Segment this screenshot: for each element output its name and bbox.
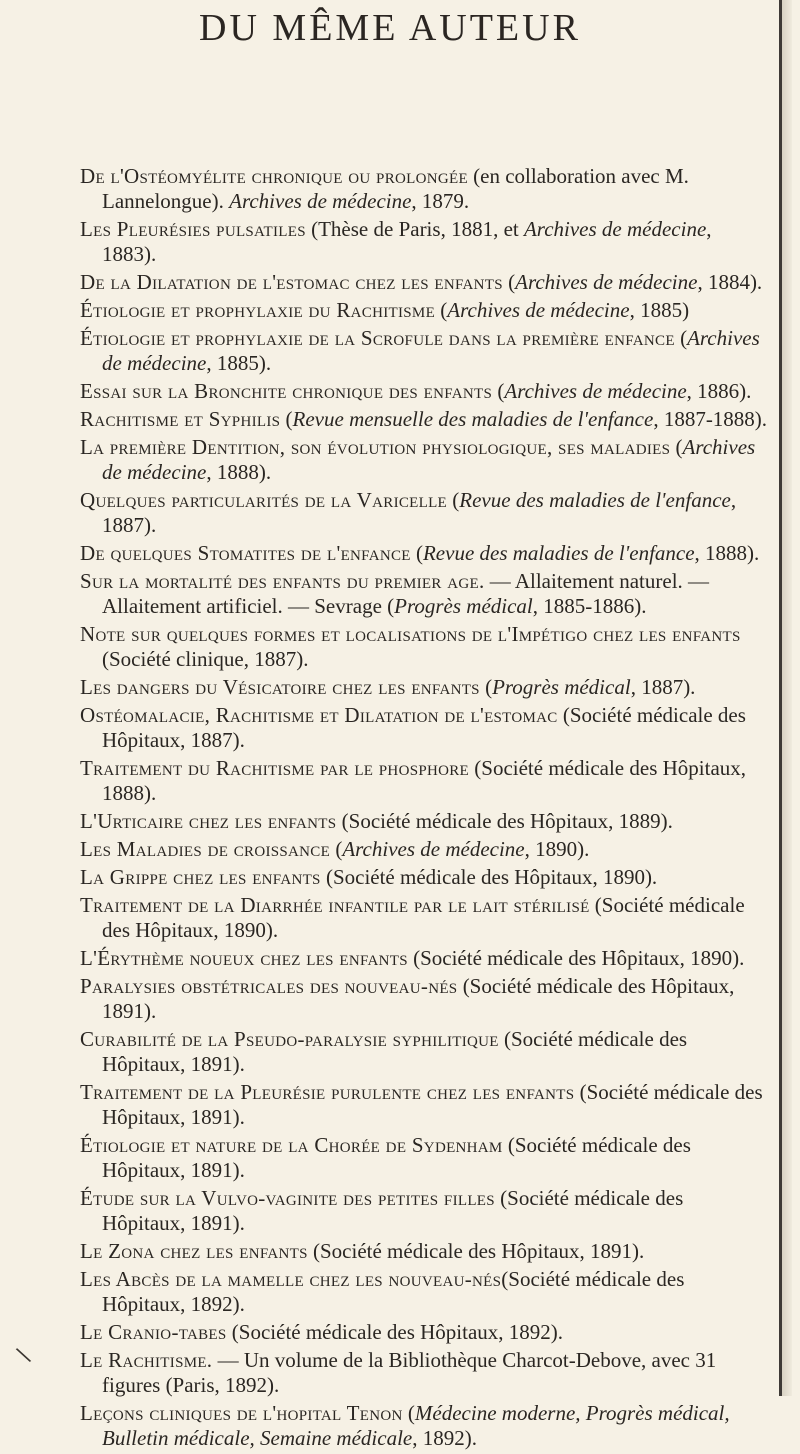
entry-details: (Société médicale des Hôpitaux, 1891). [102,1027,688,1076]
entry-title: Quelques particularités de la Varicelle [80,488,448,512]
entry-details: (Société médicale des Hôpitaux, 1892). [226,1320,564,1344]
entry-date: , 1885-1886). [532,594,647,618]
entry-date: , 1887-1888). [653,407,768,431]
entry-details: ( [330,837,343,861]
entry-title: Étude sur la Vulvo-vaginite des petites filles [80,1186,495,1210]
bibliography-list [80,164,770,1454]
entry-publication: Médecine moderne, Progrès médical, Bulletin médicale, Semaine médicale [102,1401,730,1450]
bibliography-entry [80,326,770,376]
entry-details: ( [402,1401,415,1425]
entry-details: ( [435,298,448,322]
bibliography-entry [80,1267,770,1317]
entry-title: Leçons cliniques de l'hopital Tenon [80,1401,403,1425]
entry-date: , 1884). [697,270,763,294]
entry-title: Les dangers du Vésicatoire chez les enfants [80,675,480,699]
bibliography-entry [80,1027,770,1077]
entry-details: (Société médicale des Hôpitaux, 1890). [102,893,745,942]
entry-title: Étiologie et nature de la Chorée de Sydenham [80,1133,503,1157]
entry-title: Traitement de la Pleurésie purulente chez les enfants [80,1080,575,1104]
entry-details: (Société médicale des Hôpitaux, 1888). [102,756,747,805]
entry-title: Étiologie et prophylaxie de la Scrofule dans la première enfance [80,326,675,350]
entry-title: De l'Ostéomyélite chronique ou prolongée [80,164,468,188]
bibliography-entry [80,298,770,323]
bibliography-entry [80,1186,770,1236]
entry-title: Étiologie et prophylaxie du Rachitisme [80,298,436,322]
entry-date: , 1887). [102,488,737,537]
corner-mark: \ [14,1342,34,1369]
entry-details: (Société médicale des Hôpitaux, 1890). [407,946,745,970]
bibliography-entry [80,270,770,295]
entry-date: , 1892). [412,1426,477,1450]
entry-title: Le Cranio-tabes [80,1320,227,1344]
bibliography-entry [80,622,770,672]
entry-publication: Revue des maladies de l'enfance [422,541,695,565]
entry-details: (Thèse de Paris, 1881, et [305,217,524,241]
entry-date: , 1886). [686,379,752,403]
entry-details: (Société médicale des Hôpitaux, 1891). [102,1186,684,1235]
entry-details: (Société médicale des Hôpitaux, 1892). [102,1267,685,1316]
entry-publication: Archives de médecine [515,270,698,294]
page-gutter-shadow [782,0,792,1396]
entry-title: Les Abcès de la mamelle chez les nouveau-nés [80,1267,502,1291]
bibliography-entry [80,837,770,862]
entry-publication: Revue des maladies de l'enfance [459,488,731,512]
entry-title: Ostéomalacie, Rachitisme et Dilatation de l'estomac [80,703,558,727]
entry-title: Le Rachitisme. [80,1348,213,1372]
entry-title: Essai sur la Bronchite chronique des enfants [80,379,493,403]
entry-date: , 1890). [524,837,590,861]
entry-date: , 1883). [102,217,712,266]
entry-title: De la Dilatation de l'estomac chez les enfants [80,270,503,294]
entry-publication: Archives de médecine [523,217,707,241]
entry-publication: Archives de médecine [102,326,760,375]
entry-details: — Un volume de la Bibliothèque Charcot-Debove, avec 31 figures (Paris, 1892). [102,1348,717,1397]
entry-details: (Société médicale des Hôpitaux, 1891). [307,1239,645,1263]
entry-details: ( [502,270,516,294]
entry-date: , 1885). [206,351,272,375]
entry-details: (en collaboration avec M. Lannelongue). [102,164,689,213]
entry-date: , 1885) [629,298,690,322]
bibliography-entry [80,703,770,753]
entry-details: ( [492,379,505,403]
entry-title: De quelques Stomatites de l'enfance [80,541,411,565]
entry-title: Note sur quelques formes et localisations de l'Impétigo chez les enfants [80,622,741,646]
bibliography-entry [80,379,770,404]
entry-details: (Société médicale des Hôpitaux, 1887). [102,703,746,752]
bibliography-entry [80,488,770,538]
entry-details: ( [410,541,423,565]
entry-date: , 1888). [206,460,272,484]
entry-date: , 1887). [630,675,696,699]
entry-title: Les Maladies de croissance [80,837,331,861]
bibliography-entry [80,1401,770,1451]
entry-publication: Archives de médecine [229,189,412,213]
entry-title: Le Zona chez les enfants [80,1239,308,1263]
entry-details: (Société médicale des Hôpitaux, 1891). [102,1133,691,1182]
bibliography-entry [80,164,770,214]
entry-publication: Progrès médical [394,594,533,618]
entry-title: La première Dentition, son évolution physiologique, ses maladies [80,435,671,459]
entry-publication: Revue mensuelle des maladies de l'enfance [292,407,654,431]
bibliography-entry [80,974,770,1024]
entry-title: L'Érythème noueux chez les enfants [80,946,408,970]
bibliography-entry [80,809,770,834]
bibliography-entry [80,569,770,619]
entry-title: Paralysies obstétricales des nouveau-nés [80,974,458,998]
bibliography-entry [80,1133,770,1183]
entry-details: ( [479,675,493,699]
entry-details: ( [280,407,293,431]
bibliography-entry [80,1348,770,1398]
entry-details: (Société médicale des Hôpitaux, 1891). [102,1080,763,1129]
bibliography-entry [80,946,770,971]
entry-title: Curabilité de la Pseudo-paralysie syphilitique [80,1027,499,1051]
entry-details: (Société médicale des Hôpitaux, 1890). [320,865,658,889]
entry-publication: Archives de médecine [504,379,687,403]
bibliography-entry [80,541,770,566]
page-title: DU MÊME AUTEUR [199,7,581,49]
entry-details: ( [447,488,460,512]
entry-publication: Archives de médecine [102,435,756,484]
entry-publication: Archives de médecine [447,298,630,322]
entry-details: — Allaitement naturel. — Allaitement artificiel. — Sevrage ( [102,569,710,618]
entry-title: La Grippe chez les enfants [80,865,321,889]
entry-details: (Société médicale des Hôpitaux, 1889). [336,809,673,833]
page-edge-line [779,0,782,1396]
entry-date: , 1888). [694,541,760,565]
entry-details: (Société clinique, 1887). [102,647,309,671]
bibliography-entry [80,435,770,485]
entry-details: (Société médicale des Hôpitaux, 1891). [102,974,735,1023]
entry-date: , 1879. [411,189,470,213]
entry-details: ( [674,326,688,350]
bibliography-entry [80,407,770,432]
bibliography-entry [80,756,770,806]
entry-title: Sur la mortalité des enfants du premier age. [80,569,485,593]
entry-title: Traitement du Rachitisme par le phosphore [80,756,470,780]
bibliography-entry [80,1080,770,1130]
entry-title: Rachitisme et Syphilis [80,407,281,431]
entry-title: Traitement de la Diarrhée infantile par le lait stérilisé [80,893,590,917]
bibliography-entry [80,675,770,700]
entry-title: Les Pleurésies pulsatiles [80,217,306,241]
bibliography-entry [80,1239,770,1264]
bibliography-entry [80,893,770,943]
bibliography-entry [80,217,770,267]
bibliography-entry [80,1320,770,1345]
entry-publication: Archives de médecine [342,837,525,861]
entry-title: L'Urticaire chez les enfants [80,809,337,833]
entry-details: ( [670,435,683,459]
entry-publication: Progrès médical [492,675,631,699]
bibliography-entry [80,865,770,890]
